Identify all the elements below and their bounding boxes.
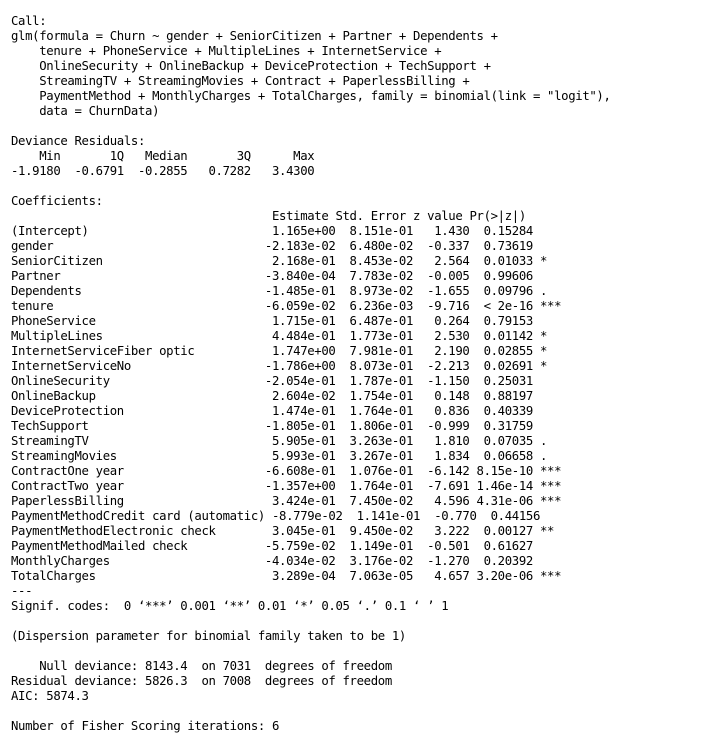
r-console-output xyxy=(11,14,611,734)
console-line: Null deviance: 8143.4 on 7031 degrees of freedom xyxy=(11,659,392,673)
console-line: -1.9180 -0.6791 -0.2855 0.7282 3.4300 xyxy=(11,164,315,178)
console-line: Residual deviance: 5826.3 on 7008 degrees of freedom xyxy=(11,674,392,688)
console-line: MonthlyCharges -4.034e-02 3.176e-02 -1.270 0.20392 xyxy=(11,554,533,568)
console-line: gender -2.183e-02 6.480e-02 -0.337 0.73619 xyxy=(11,239,533,253)
console-line: StreamingTV + StreamingMovies + Contract + PaperlessBilling + xyxy=(11,74,470,88)
console-line: Dependents -1.485e-01 8.973e-02 -1.655 0.09796 . xyxy=(11,284,548,298)
console-line: SeniorCitizen 2.168e-01 8.453e-02 2.564 0.01033 * xyxy=(11,254,548,268)
console-line: Deviance Residuals: xyxy=(11,134,146,148)
console-line: PaymentMethodCredit card (automatic) -8.779e-02 1.141e-01 -0.770 0.44156 xyxy=(11,509,541,523)
console-line: ContractTwo year -1.357e+00 1.764e-01 -7.691 1.46e-14 *** xyxy=(11,479,562,493)
console-line xyxy=(11,644,611,659)
console-line: PaymentMethod + MonthlyCharges + TotalCharges, family = binomial(link = "logit"), xyxy=(11,89,611,103)
console-line: TechSupport -1.805e-01 1.806e-01 -0.999 0.31759 xyxy=(11,419,533,433)
console-line: ContractOne year -6.608e-01 1.076e-01 -6.142 8.15e-10 *** xyxy=(11,464,562,478)
console-line: Coefficients: xyxy=(11,194,103,208)
console-line xyxy=(11,614,611,629)
console-line: OnlineSecurity + OnlineBackup + DeviceProtection + TechSupport + xyxy=(11,59,491,73)
console-line xyxy=(11,119,611,134)
console-line: OnlineSecurity -2.054e-01 1.787e-01 -1.150 0.25031 xyxy=(11,374,533,388)
console-line xyxy=(11,704,611,719)
console-line: --- xyxy=(11,584,33,598)
console-line: (Intercept) 1.165e+00 8.151e-01 1.430 0.15284 xyxy=(11,224,533,238)
console-line: InternetServiceFiber optic 1.747e+00 7.981e-01 2.190 0.02855 * xyxy=(11,344,548,358)
console-line: Call: xyxy=(11,14,47,28)
console-line: tenure -6.059e-02 6.236e-03 -9.716 < 2e-16 *** xyxy=(11,299,562,313)
console-line: PaperlessBilling 3.424e-01 7.450e-02 4.596 4.31e-06 *** xyxy=(11,494,562,508)
console-line: Estimate Std. Error z value Pr(>|z|) xyxy=(11,209,526,223)
console-line: StreamingTV 5.905e-01 3.263e-01 1.810 0.07035 . xyxy=(11,434,548,448)
console-line: PhoneService 1.715e-01 6.487e-01 0.264 0.79153 xyxy=(11,314,533,328)
console-line: InternetServiceNo -1.786e+00 8.073e-01 -2.213 0.02691 * xyxy=(11,359,548,373)
console-line: PaymentMethodElectronic check 3.045e-01 9.450e-02 3.222 0.00127 ** xyxy=(11,524,555,538)
console-line: OnlineBackup 2.604e-02 1.754e-01 0.148 0.88197 xyxy=(11,389,533,403)
console-line: AIC: 5874.3 xyxy=(11,689,89,703)
console-line: (Dispersion parameter for binomial family taken to be 1) xyxy=(11,629,406,643)
console-line: Partner -3.840e-04 7.783e-02 -0.005 0.99606 xyxy=(11,269,533,283)
console-line: PaymentMethodMailed check -5.759e-02 1.149e-01 -0.501 0.61627 xyxy=(11,539,533,553)
console-line xyxy=(11,179,611,194)
console-line: Number of Fisher Scoring iterations: 6 xyxy=(11,719,280,733)
console-line: DeviceProtection 1.474e-01 1.764e-01 0.836 0.40339 xyxy=(11,404,533,418)
console-line: StreamingMovies 5.993e-01 3.267e-01 1.834 0.06658 . xyxy=(11,449,548,463)
console-line: data = ChurnData) xyxy=(11,104,160,118)
console-line: tenure + PhoneService + MultipleLines + InternetService + xyxy=(11,44,442,58)
console-line: glm(formula = Churn ~ gender + SeniorCitizen + Partner + Dependents + xyxy=(11,29,498,43)
console-line: MultipleLines 4.484e-01 1.773e-01 2.530 0.01142 * xyxy=(11,329,548,343)
console-line: TotalCharges 3.289e-04 7.063e-05 4.657 3.20e-06 *** xyxy=(11,569,562,583)
console-line: Signif. codes: 0 ‘***’ 0.001 ‘**’ 0.01 ‘*’ 0.05 ‘.’ 0.1 ‘ ’ 1 xyxy=(11,599,449,613)
console-line: Min 1Q Median 3Q Max xyxy=(11,149,315,163)
